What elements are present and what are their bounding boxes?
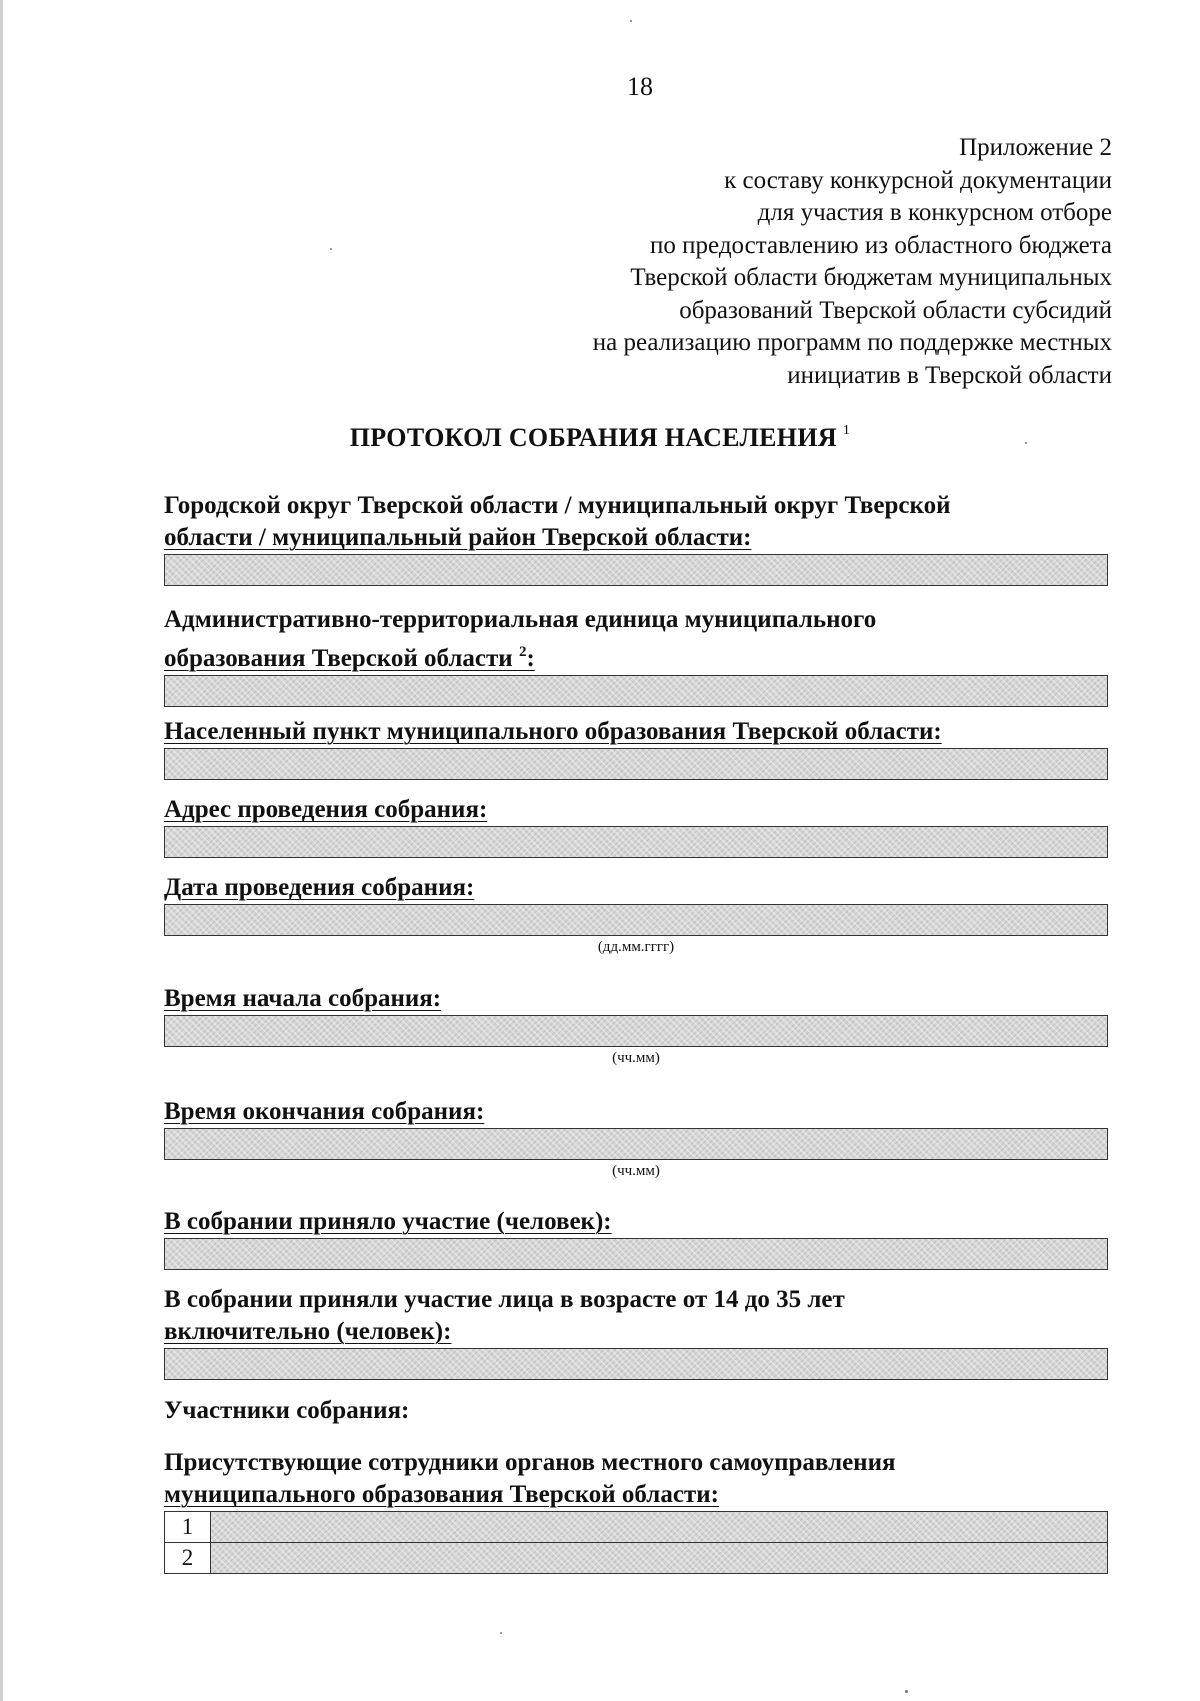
officials-label-line: Присутствующие сотрудники органов местного самоуправления	[164, 1449, 896, 1476]
youth-count-field[interactable]	[164, 1348, 1108, 1380]
start-time-label-text: Время начала собрания:	[164, 985, 442, 1012]
officials-table	[164, 1511, 1108, 1574]
municipality-label-line: Городской округ Тверской области / муниципальный округ Тверской	[164, 492, 951, 519]
participants-heading: Участники собрания:	[164, 1397, 410, 1424]
table-row	[165, 1512, 1108, 1543]
settlement-label	[164, 716, 1108, 748]
scan-speck	[1025, 442, 1027, 444]
start-time-section	[164, 983, 1108, 1068]
admin-unit-field[interactable]	[164, 675, 1108, 707]
scan-speck	[330, 248, 332, 250]
appendix-line: для участия в конкурсном отборе	[757, 199, 1112, 226]
appendix-line: к составу конкурсной документации	[724, 166, 1112, 194]
scan-speck	[500, 1632, 502, 1634]
appendix-line: на реализацию программ по поддержке местных	[592, 329, 1112, 356]
admin-unit-label	[164, 604, 1108, 675]
date-field[interactable]	[164, 904, 1108, 936]
page-number: 18	[627, 72, 653, 101]
participants-heading-section	[164, 1395, 1108, 1427]
scan-speck	[905, 1690, 908, 1693]
start-time-label	[164, 983, 1108, 1015]
scan-speck	[630, 20, 632, 22]
settlement-section	[164, 716, 1108, 780]
officials-section	[164, 1447, 1108, 1574]
appendix-line: по предоставлению из областного бюджета	[650, 231, 1112, 259]
appendix-line: инициатив в Тверской области	[787, 361, 1112, 389]
end-time-format-hint: (чч.мм)	[612, 1163, 660, 1179]
address-label	[164, 794, 1108, 826]
appendix-line: образований Тверской области субсидий	[679, 296, 1112, 324]
start-time-field[interactable]	[164, 1015, 1108, 1047]
municipality-field[interactable]	[164, 554, 1108, 586]
appendix-line: Тверской области бюджетам муниципальных	[630, 264, 1112, 291]
participants-count-section	[164, 1206, 1108, 1270]
settlement-label-text: Населенный пункт муниципального образования Тверской области:	[164, 718, 942, 745]
participants-count-label-text: В собрании приняло участие (человек):	[164, 1208, 612, 1235]
participants-count-label	[164, 1206, 1108, 1238]
start-time-format-hint: (чч.мм)	[612, 1050, 660, 1066]
row-number: 1	[165, 1512, 211, 1543]
document-title-text: ПРОТОКОЛ СОБРАНИЯ НАСЕЛЕНИЯ	[349, 423, 837, 452]
youth-count-label-line	[164, 1316, 1108, 1348]
youth-count-label	[164, 1284, 1108, 1348]
date-format-hint: (дд.мм.гггг)	[597, 939, 675, 955]
document-title	[0, 423, 1200, 453]
municipality-section	[164, 490, 1108, 586]
end-time-field[interactable]	[164, 1128, 1108, 1160]
participants-count-field[interactable]	[164, 1238, 1108, 1270]
official-name-field[interactable]	[211, 1512, 1108, 1543]
address-section	[164, 794, 1108, 858]
address-label-text: Адрес проведения собрания:	[164, 796, 488, 823]
municipality-label-text: области / муниципальный район Тверской области:	[164, 524, 752, 551]
end-time-section	[164, 1096, 1108, 1181]
officials-label	[164, 1447, 1108, 1511]
appendix-header	[472, 132, 1112, 392]
table-row	[165, 1543, 1108, 1574]
settlement-field[interactable]	[164, 748, 1108, 780]
address-field[interactable]	[164, 826, 1108, 858]
date-section	[164, 872, 1108, 957]
youth-count-label-text: включительно (человек):	[164, 1318, 452, 1345]
admin-unit-section	[164, 604, 1108, 707]
officials-label-line	[164, 1479, 1108, 1511]
admin-unit-label-line: Административно-территориальная единица муниципального	[164, 606, 877, 633]
appendix-line: Приложение 2	[959, 134, 1112, 161]
admin-unit-colon: :	[526, 645, 535, 672]
end-time-label	[164, 1096, 1108, 1128]
official-name-field[interactable]	[211, 1543, 1108, 1574]
municipality-label	[164, 490, 1108, 554]
title-footnote-marker: 1	[842, 423, 851, 438]
date-label	[164, 872, 1108, 904]
end-time-label-text: Время окончания собрания:	[164, 1098, 485, 1125]
admin-unit-label-text	[164, 645, 535, 672]
admin-unit-label-line	[164, 636, 1108, 675]
municipality-label-line	[164, 522, 1108, 554]
youth-count-section	[164, 1284, 1108, 1380]
row-number: 2	[165, 1543, 211, 1574]
youth-count-label-line: В собрании приняли участие лица в возрасте от 14 до 35 лет	[164, 1286, 845, 1313]
date-label-text: Дата проведения собрания:	[164, 874, 475, 901]
admin-unit-label-body: образования Тверской области	[164, 645, 513, 672]
page-edge	[0, 0, 3, 1701]
admin-unit-footnote-marker: 2	[518, 644, 527, 660]
officials-label-text: муниципального образования Тверской области:	[164, 1481, 719, 1508]
